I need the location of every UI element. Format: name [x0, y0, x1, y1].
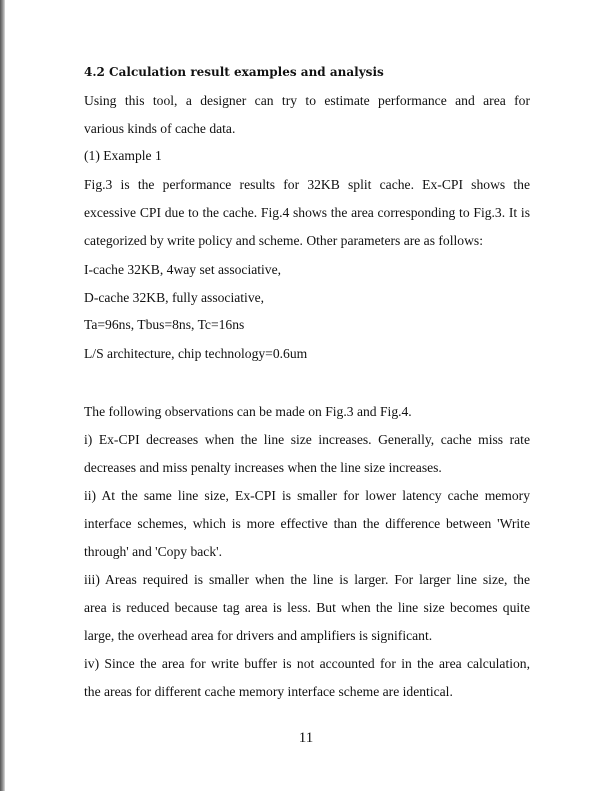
observation-line: ii) At the same line size, Ex-CPI is smaller for lower latency cache memory	[84, 488, 530, 503]
observation-line: iv) Since the area for write buffer is not accounted for in the area calculation,	[84, 656, 530, 671]
observation-line: iii) Areas required is smaller when the line is larger. For larger line size, the	[84, 572, 530, 587]
observation-line: large, the overhead area for drivers and amplifiers is significant.	[84, 628, 433, 643]
paragraph-line: The following observations can be made on Fig.3 and Fig.4.	[84, 404, 412, 419]
parameter-line: Ta=96ns, Tbus=8ns, Tc=16ns	[84, 317, 245, 332]
parameter-line: L/S architecture, chip technology=0.6um	[84, 346, 308, 361]
example-label: (1) Example 1	[84, 148, 162, 163]
observation-line: i) Ex-CPI decreases when the line size increases. Generally, cache miss rate	[84, 432, 530, 447]
parameter-line: I-cache 32KB, 4way set associative,	[84, 262, 282, 277]
paragraph-line: various kinds of cache data.	[84, 121, 236, 136]
page-number: 11	[298, 730, 314, 746]
section-heading: 4.2 Calculation result examples and analysis	[84, 65, 384, 79]
observation-line: through' and 'Copy back'.	[84, 544, 222, 559]
parameter-line: D-cache 32KB, fully associative,	[84, 290, 265, 305]
observation-line: interface schemes, which is more effective than the difference between 'Write	[84, 516, 530, 531]
paragraph-line: excessive CPI due to the cache. Fig.4 shows the area corresponding to Fig.3. It is	[84, 205, 530, 220]
observation-line: the areas for different cache memory interface scheme are identical.	[84, 684, 453, 699]
observation-line: area is reduced because tag area is less. But when the line size becomes quite	[84, 600, 530, 615]
paragraph-line: categorized by write policy and scheme. Other parameters are as follows:	[84, 233, 483, 248]
paragraph-line: Using this tool, a designer can try to estimate performance and area for	[84, 93, 530, 108]
observation-line: decreases and miss penalty increases when the line size increases.	[84, 460, 442, 475]
paragraph-line: Fig.3 is the performance results for 32KB split cache. Ex-CPI shows the	[84, 177, 530, 192]
scan-edge	[0, 0, 5, 791]
